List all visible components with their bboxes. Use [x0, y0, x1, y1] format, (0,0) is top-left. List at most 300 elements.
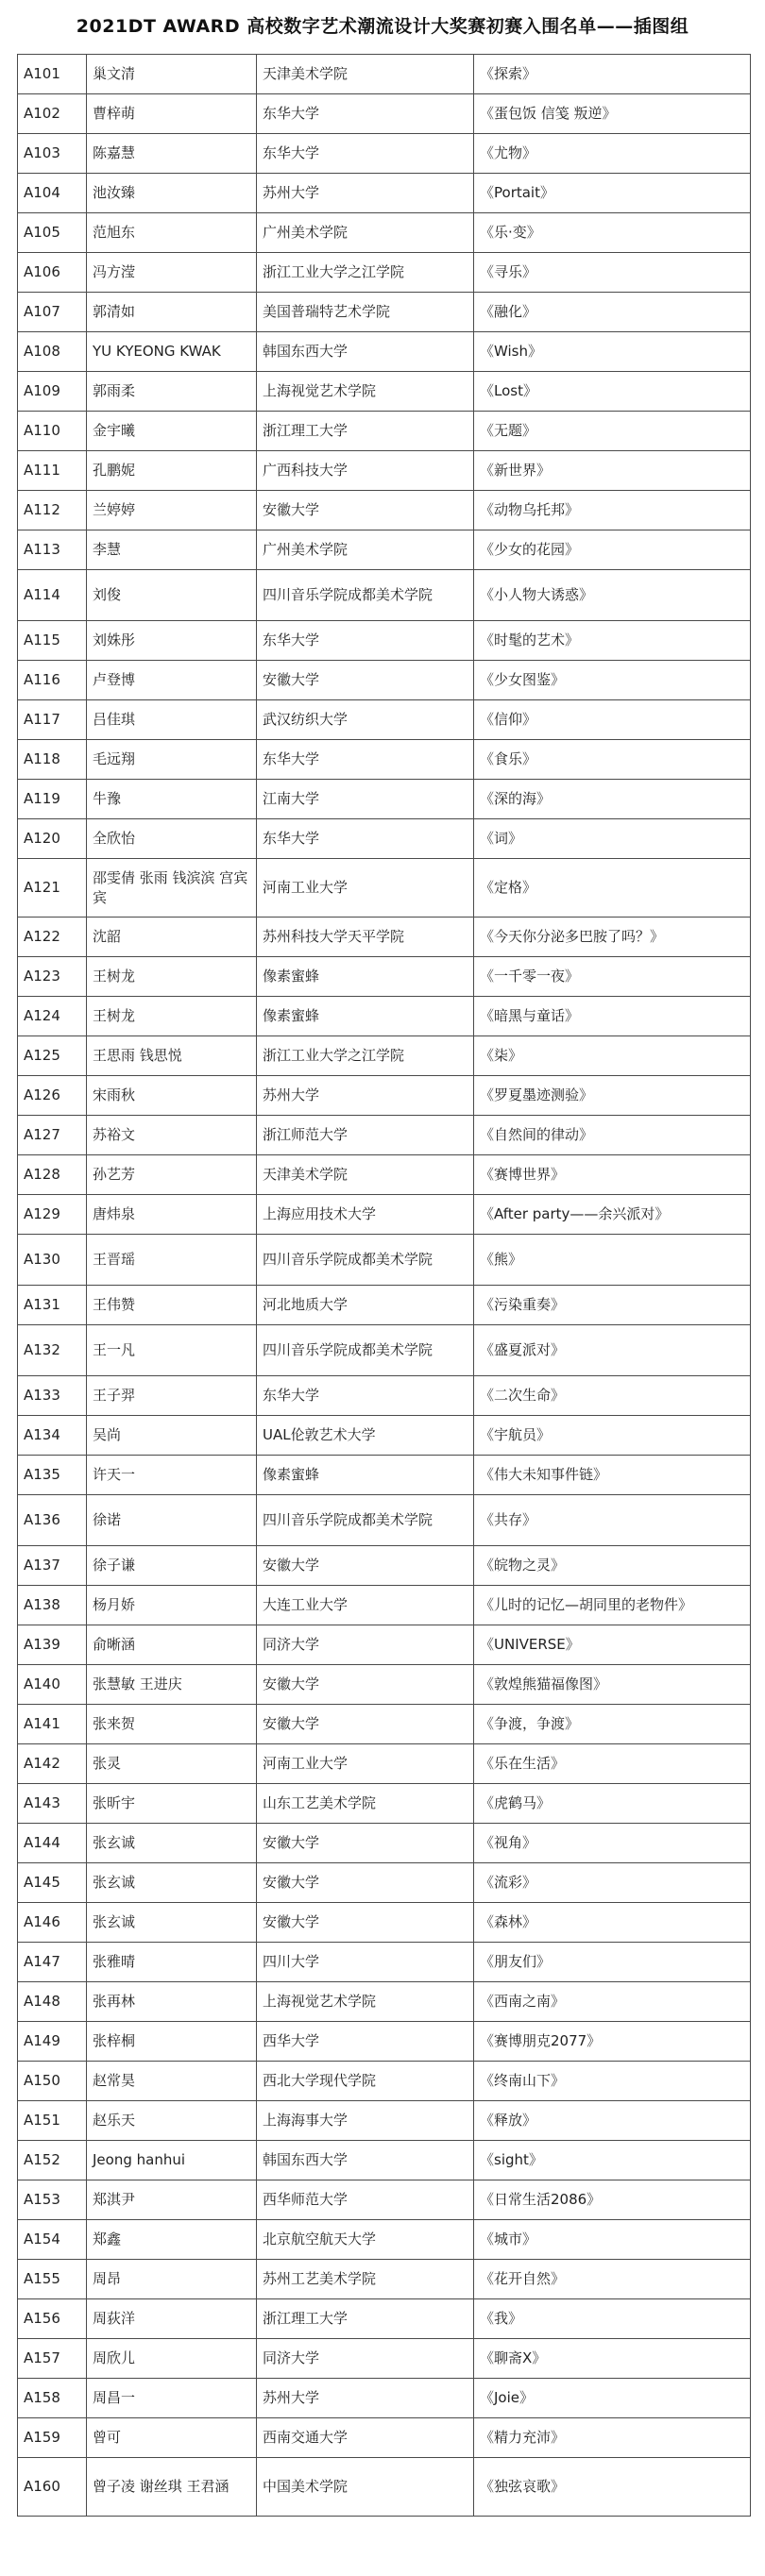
- entry-id: A124: [18, 997, 87, 1036]
- entry-id: A125: [18, 1036, 87, 1076]
- table-row: [18, 1744, 751, 1784]
- work-title: 《定格》: [474, 859, 751, 918]
- entrant-name: 刘俊: [87, 570, 257, 621]
- school-name: 四川音乐学院成都美术学院: [257, 1325, 474, 1376]
- school-name: 安徽大学: [257, 491, 474, 530]
- table-row: [18, 1665, 751, 1705]
- work-title: 《蛋包饭 信笺 叛逆》: [474, 94, 751, 134]
- entrant-name: 郑鑫: [87, 2220, 257, 2260]
- entry-id: A115: [18, 621, 87, 661]
- school-name: 美国普瑞特艺术学院: [257, 293, 474, 332]
- entry-id: A150: [18, 2062, 87, 2101]
- work-title: 《西南之南》: [474, 1982, 751, 2022]
- entrant-name: 毛远翔: [87, 740, 257, 780]
- entrant-name: 池汝臻: [87, 174, 257, 213]
- entry-id: A103: [18, 134, 87, 174]
- entrant-name: 陈嘉慧: [87, 134, 257, 174]
- school-name: 河北地质大学: [257, 1286, 474, 1325]
- school-name: 广州美术学院: [257, 530, 474, 570]
- entry-id: A120: [18, 819, 87, 859]
- entry-id: A123: [18, 957, 87, 997]
- work-title: 《UNIVERSE》: [474, 1625, 751, 1665]
- table-row: [18, 2101, 751, 2141]
- school-name: 江南大学: [257, 780, 474, 819]
- entrant-name: 冯方滢: [87, 253, 257, 293]
- entrant-name: 郭清如: [87, 293, 257, 332]
- entry-id: A128: [18, 1155, 87, 1195]
- school-name: 东华大学: [257, 134, 474, 174]
- work-title: 《探索》: [474, 55, 751, 94]
- school-name: 上海视觉艺术学院: [257, 1982, 474, 2022]
- entry-id: A107: [18, 293, 87, 332]
- school-name: 四川大学: [257, 1943, 474, 1982]
- school-name: 浙江理工大学: [257, 2299, 474, 2339]
- work-title: 《Wish》: [474, 332, 751, 372]
- work-title: 《盛夏派对》: [474, 1325, 751, 1376]
- table-row: [18, 1982, 751, 2022]
- table-row: [18, 2458, 751, 2517]
- entrant-name: 曹梓萌: [87, 94, 257, 134]
- entrant-name: 王思雨 钱思悦: [87, 1036, 257, 1076]
- table-row: [18, 1863, 751, 1903]
- entrant-name: 徐子谦: [87, 1546, 257, 1586]
- entrant-name: 金宇曦: [87, 412, 257, 451]
- entry-id: A112: [18, 491, 87, 530]
- entry-id: A101: [18, 55, 87, 94]
- table-row: [18, 1784, 751, 1824]
- entry-id: A138: [18, 1586, 87, 1625]
- table-row: [18, 412, 751, 451]
- entrant-name: 张玄诚: [87, 1903, 257, 1943]
- table-row: [18, 740, 751, 780]
- table-row: [18, 451, 751, 491]
- table-row: [18, 2062, 751, 2101]
- entrant-name: 孙艺芳: [87, 1155, 257, 1195]
- school-name: 苏州工艺美术学院: [257, 2260, 474, 2299]
- entrant-name: 周昌一: [87, 2379, 257, 2418]
- entry-id: A156: [18, 2299, 87, 2339]
- work-title: 《柒》: [474, 1036, 751, 1076]
- table-row: [18, 700, 751, 740]
- work-title: 《暗黑与童话》: [474, 997, 751, 1036]
- table-row: [18, 332, 751, 372]
- table-row: [18, 2339, 751, 2379]
- school-name: 韩国东西大学: [257, 2141, 474, 2180]
- table-row: [18, 859, 751, 918]
- entrant-name: 王树龙: [87, 957, 257, 997]
- work-title: 《sight》: [474, 2141, 751, 2180]
- school-name: 安徽大学: [257, 1824, 474, 1863]
- entry-id: A144: [18, 1824, 87, 1863]
- school-name: 上海应用技术大学: [257, 1195, 474, 1235]
- entry-id: A122: [18, 918, 87, 957]
- entrant-name: 徐诺: [87, 1495, 257, 1546]
- school-name: 天津美术学院: [257, 55, 474, 94]
- work-title: 《二次生命》: [474, 1376, 751, 1416]
- entrant-name: YU KYEONG KWAK: [87, 332, 257, 372]
- entrant-name: 郭雨柔: [87, 372, 257, 412]
- entry-id: A136: [18, 1495, 87, 1546]
- work-title: 《虎鹤马》: [474, 1784, 751, 1824]
- school-name: 安徽大学: [257, 1903, 474, 1943]
- school-name: 西华大学: [257, 2022, 474, 2062]
- school-name: 安徽大学: [257, 1705, 474, 1744]
- entrant-name: Jeong hanhui: [87, 2141, 257, 2180]
- entry-id: A147: [18, 1943, 87, 1982]
- entrant-name: 沈韶: [87, 918, 257, 957]
- school-name: 东华大学: [257, 94, 474, 134]
- table-row: [18, 1116, 751, 1155]
- entrant-name: 赵常昊: [87, 2062, 257, 2101]
- work-title: 《熊》: [474, 1235, 751, 1286]
- work-title: 《污染重奏》: [474, 1286, 751, 1325]
- table-row: [18, 1416, 751, 1456]
- table-row: [18, 1903, 751, 1943]
- table-row: [18, 55, 751, 94]
- table-body: [18, 55, 751, 2517]
- entrant-name: 王一凡: [87, 1325, 257, 1376]
- entry-id: A154: [18, 2220, 87, 2260]
- table-row: [18, 2141, 751, 2180]
- school-name: 西北大学现代学院: [257, 2062, 474, 2101]
- school-name: 浙江工业大学之江学院: [257, 253, 474, 293]
- entry-id: A142: [18, 1744, 87, 1784]
- school-name: 像素蜜蜂: [257, 997, 474, 1036]
- work-title: 《聊斋X》: [474, 2339, 751, 2379]
- school-name: 四川音乐学院成都美术学院: [257, 1495, 474, 1546]
- work-title: 《自然间的律动》: [474, 1116, 751, 1155]
- entrant-name: 兰婷婷: [87, 491, 257, 530]
- work-title: 《时髦的艺术》: [474, 621, 751, 661]
- entry-id: A151: [18, 2101, 87, 2141]
- entry-id: A114: [18, 570, 87, 621]
- entry-id: A149: [18, 2022, 87, 2062]
- work-title: 《词》: [474, 819, 751, 859]
- work-title: 《新世界》: [474, 451, 751, 491]
- entrant-name: 张来贺: [87, 1705, 257, 1744]
- school-name: 西华师范大学: [257, 2180, 474, 2220]
- work-title: 《视角》: [474, 1824, 751, 1863]
- work-title: 《乐在生活》: [474, 1744, 751, 1784]
- work-title: 《一千零一夜》: [474, 957, 751, 997]
- school-name: 中国美术学院: [257, 2458, 474, 2517]
- entrant-name: 王树龙: [87, 997, 257, 1036]
- table-row: [18, 1495, 751, 1546]
- table-row: [18, 1325, 751, 1376]
- work-title: 《宇航员》: [474, 1416, 751, 1456]
- school-name: 浙江工业大学之江学院: [257, 1036, 474, 1076]
- entry-id: A127: [18, 1116, 87, 1155]
- entrant-name: 吕佳琪: [87, 700, 257, 740]
- work-title: 《小人物大诱惑》: [474, 570, 751, 621]
- entry-id: A137: [18, 1546, 87, 1586]
- work-title: 《终南山下》: [474, 2062, 751, 2101]
- table-row: [18, 293, 751, 332]
- entrant-name: 牛豫: [87, 780, 257, 819]
- entrant-name: 张灵: [87, 1744, 257, 1784]
- entry-id: A134: [18, 1416, 87, 1456]
- entrant-name: 周欣儿: [87, 2339, 257, 2379]
- entrant-name: 周荻洋: [87, 2299, 257, 2339]
- entry-id: A143: [18, 1784, 87, 1824]
- school-name: 四川音乐学院成都美术学院: [257, 1235, 474, 1286]
- school-name: 河南工业大学: [257, 1744, 474, 1784]
- work-title: 《深的海》: [474, 780, 751, 819]
- school-name: UAL伦敦艺术大学: [257, 1416, 474, 1456]
- school-name: 东华大学: [257, 1376, 474, 1416]
- work-title: 《精力充沛》: [474, 2418, 751, 2458]
- entry-id: A126: [18, 1076, 87, 1116]
- entrant-name: 曾可: [87, 2418, 257, 2458]
- table-row: [18, 661, 751, 700]
- entrant-name: 俞晰涵: [87, 1625, 257, 1665]
- table-row: [18, 1036, 751, 1076]
- work-title: 《皖物之灵》: [474, 1546, 751, 1586]
- school-name: 安徽大学: [257, 1546, 474, 1586]
- table-row: [18, 621, 751, 661]
- entry-id: A116: [18, 661, 87, 700]
- entrant-name: 王子羿: [87, 1376, 257, 1416]
- school-name: 苏州大学: [257, 2379, 474, 2418]
- entry-id: A135: [18, 1456, 87, 1495]
- work-title: 《独弦哀歌》: [474, 2458, 751, 2517]
- entrant-name: 苏裕文: [87, 1116, 257, 1155]
- table-row: [18, 2299, 751, 2339]
- finalist-table: [17, 54, 751, 2517]
- entry-id: A159: [18, 2418, 87, 2458]
- school-name: 上海海事大学: [257, 2101, 474, 2141]
- entrant-name: 郑淇尹: [87, 2180, 257, 2220]
- work-title: 《流彩》: [474, 1863, 751, 1903]
- table-row: [18, 819, 751, 859]
- table-row: [18, 2379, 751, 2418]
- school-name: 同济大学: [257, 1625, 474, 1665]
- entry-id: A157: [18, 2339, 87, 2379]
- school-name: 东华大学: [257, 621, 474, 661]
- school-name: 苏州大学: [257, 1076, 474, 1116]
- school-name: 广西科技大学: [257, 451, 474, 491]
- entry-id: A131: [18, 1286, 87, 1325]
- work-title: 《无题》: [474, 412, 751, 451]
- table-row: [18, 213, 751, 253]
- work-title: 《信仰》: [474, 700, 751, 740]
- entry-id: A117: [18, 700, 87, 740]
- work-title: 《少女图鉴》: [474, 661, 751, 700]
- entrant-name: 张再林: [87, 1982, 257, 2022]
- school-name: 像素蜜蜂: [257, 1456, 474, 1495]
- work-title: 《尤物》: [474, 134, 751, 174]
- entry-id: A129: [18, 1195, 87, 1235]
- work-title: 《日常生活2086》: [474, 2180, 751, 2220]
- entrant-name: 张玄诚: [87, 1863, 257, 1903]
- school-name: 苏州科技大学天平学院: [257, 918, 474, 957]
- entry-id: A105: [18, 213, 87, 253]
- entrant-name: 李慧: [87, 530, 257, 570]
- entry-id: A110: [18, 412, 87, 451]
- entry-id: A146: [18, 1903, 87, 1943]
- entrant-name: 吴尚: [87, 1416, 257, 1456]
- entrant-name: 张慧敏 王进庆: [87, 1665, 257, 1705]
- entrant-name: 卢登博: [87, 661, 257, 700]
- entrant-name: 范旭东: [87, 213, 257, 253]
- school-name: 同济大学: [257, 2339, 474, 2379]
- entry-id: A155: [18, 2260, 87, 2299]
- table-row: [18, 570, 751, 621]
- school-name: 安徽大学: [257, 1863, 474, 1903]
- table-row: [18, 530, 751, 570]
- entrant-name: 赵乐天: [87, 2101, 257, 2141]
- work-title: 《罗夏墨迹测验》: [474, 1076, 751, 1116]
- entry-id: A113: [18, 530, 87, 570]
- entry-id: A121: [18, 859, 87, 918]
- table-row: [18, 1705, 751, 1744]
- school-name: 东华大学: [257, 819, 474, 859]
- table-row: [18, 1586, 751, 1625]
- table-row: [18, 2022, 751, 2062]
- table-row: [18, 2260, 751, 2299]
- work-title: 《食乐》: [474, 740, 751, 780]
- school-name: 广州美术学院: [257, 213, 474, 253]
- entrant-name: 邵雯倩 张雨 钱滨滨 宫宾宾: [87, 859, 257, 918]
- work-title: 《寻乐》: [474, 253, 751, 293]
- work-title: 《After party——余兴派对》: [474, 1195, 751, 1235]
- work-title: 《朋友们》: [474, 1943, 751, 1982]
- school-name: 山东工艺美术学院: [257, 1784, 474, 1824]
- entry-id: A139: [18, 1625, 87, 1665]
- entrant-name: 王晋瑶: [87, 1235, 257, 1286]
- entry-id: A102: [18, 94, 87, 134]
- entrant-name: 刘姝彤: [87, 621, 257, 661]
- table-row: [18, 253, 751, 293]
- entry-id: A108: [18, 332, 87, 372]
- table-row: [18, 2180, 751, 2220]
- entrant-name: 宋雨秋: [87, 1076, 257, 1116]
- table-row: [18, 94, 751, 134]
- table-row: [18, 491, 751, 530]
- school-name: 浙江师范大学: [257, 1116, 474, 1155]
- entry-id: A140: [18, 1665, 87, 1705]
- table-row: [18, 174, 751, 213]
- table-row: [18, 1546, 751, 1586]
- table-row: [18, 997, 751, 1036]
- entrant-name: 孔鹏妮: [87, 451, 257, 491]
- school-name: 北京航空航天大学: [257, 2220, 474, 2260]
- work-title: 《花开自然》: [474, 2260, 751, 2299]
- school-name: 武汉纺织大学: [257, 700, 474, 740]
- work-title: 《城市》: [474, 2220, 751, 2260]
- entry-id: A133: [18, 1376, 87, 1416]
- work-title: 《敦煌熊猫福像图》: [474, 1665, 751, 1705]
- entry-id: A119: [18, 780, 87, 819]
- work-title: 《儿时的记忆—胡同里的老物件》: [474, 1586, 751, 1625]
- entrant-name: 张昕宇: [87, 1784, 257, 1824]
- table-row: [18, 1076, 751, 1116]
- entry-id: A104: [18, 174, 87, 213]
- table-row: [18, 2220, 751, 2260]
- entrant-name: 巢文清: [87, 55, 257, 94]
- entry-id: A153: [18, 2180, 87, 2220]
- table-row: [18, 918, 751, 957]
- entrant-name: 王伟赞: [87, 1286, 257, 1325]
- entry-id: A158: [18, 2379, 87, 2418]
- entry-id: A118: [18, 740, 87, 780]
- table-row: [18, 1155, 751, 1195]
- entrant-name: 周昂: [87, 2260, 257, 2299]
- entrant-name: 杨月娇: [87, 1586, 257, 1625]
- work-title: 《融化》: [474, 293, 751, 332]
- work-title: 《Lost》: [474, 372, 751, 412]
- entry-id: A148: [18, 1982, 87, 2022]
- school-name: 天津美术学院: [257, 1155, 474, 1195]
- school-name: 安徽大学: [257, 1665, 474, 1705]
- entry-id: A130: [18, 1235, 87, 1286]
- school-name: 浙江理工大学: [257, 412, 474, 451]
- entry-id: A109: [18, 372, 87, 412]
- work-title: 《赛博朋克2077》: [474, 2022, 751, 2062]
- table-row: [18, 780, 751, 819]
- table-row: [18, 1195, 751, 1235]
- school-name: 安徽大学: [257, 661, 474, 700]
- page-title: 2021DT AWARD 高校数字艺术潮流设计大奖赛初赛入围名单——插图组: [76, 16, 689, 37]
- entrant-name: 许天一: [87, 1456, 257, 1495]
- work-title: 《Portait》: [474, 174, 751, 213]
- table-row: [18, 957, 751, 997]
- entrant-name: 张玄诚: [87, 1824, 257, 1863]
- entry-id: A152: [18, 2141, 87, 2180]
- school-name: 西南交通大学: [257, 2418, 474, 2458]
- table-row: [18, 1824, 751, 1863]
- table-row: [18, 1625, 751, 1665]
- school-name: 像素蜜蜂: [257, 957, 474, 997]
- table-row: [18, 134, 751, 174]
- work-title: 《伟大未知事件链》: [474, 1456, 751, 1495]
- school-name: 苏州大学: [257, 174, 474, 213]
- table-row: [18, 1943, 751, 1982]
- entrant-name: 全欣怡: [87, 819, 257, 859]
- entry-id: A145: [18, 1863, 87, 1903]
- entry-id: A141: [18, 1705, 87, 1744]
- entry-id: A132: [18, 1325, 87, 1376]
- work-title: 《共存》: [474, 1495, 751, 1546]
- school-name: 大连工业大学: [257, 1586, 474, 1625]
- work-title: 《动物乌托邦》: [474, 491, 751, 530]
- table-row: [18, 1235, 751, 1286]
- table-row: [18, 1286, 751, 1325]
- work-title: 《我》: [474, 2299, 751, 2339]
- work-title: 《森林》: [474, 1903, 751, 1943]
- table-row: [18, 2418, 751, 2458]
- work-title: 《争渡，争渡》: [474, 1705, 751, 1744]
- work-title: 《少女的花园》: [474, 530, 751, 570]
- work-title: 《Joie》: [474, 2379, 751, 2418]
- work-title: 《今天你分泌多巴胺了吗？》: [474, 918, 751, 957]
- table-row: [18, 1376, 751, 1416]
- entry-id: A111: [18, 451, 87, 491]
- school-name: 韩国东西大学: [257, 332, 474, 372]
- entry-id: A106: [18, 253, 87, 293]
- work-title: 《乐·变》: [474, 213, 751, 253]
- entrant-name: 曾子凌 谢丝琪 王君涵: [87, 2458, 257, 2517]
- school-name: 河南工业大学: [257, 859, 474, 918]
- entrant-name: 唐炜泉: [87, 1195, 257, 1235]
- school-name: 东华大学: [257, 740, 474, 780]
- entry-id: A160: [18, 2458, 87, 2517]
- entrant-name: 张梓桐: [87, 2022, 257, 2062]
- work-title: 《释放》: [474, 2101, 751, 2141]
- entrant-name: 张雅晴: [87, 1943, 257, 1982]
- school-name: 上海视觉艺术学院: [257, 372, 474, 412]
- table-row: [18, 372, 751, 412]
